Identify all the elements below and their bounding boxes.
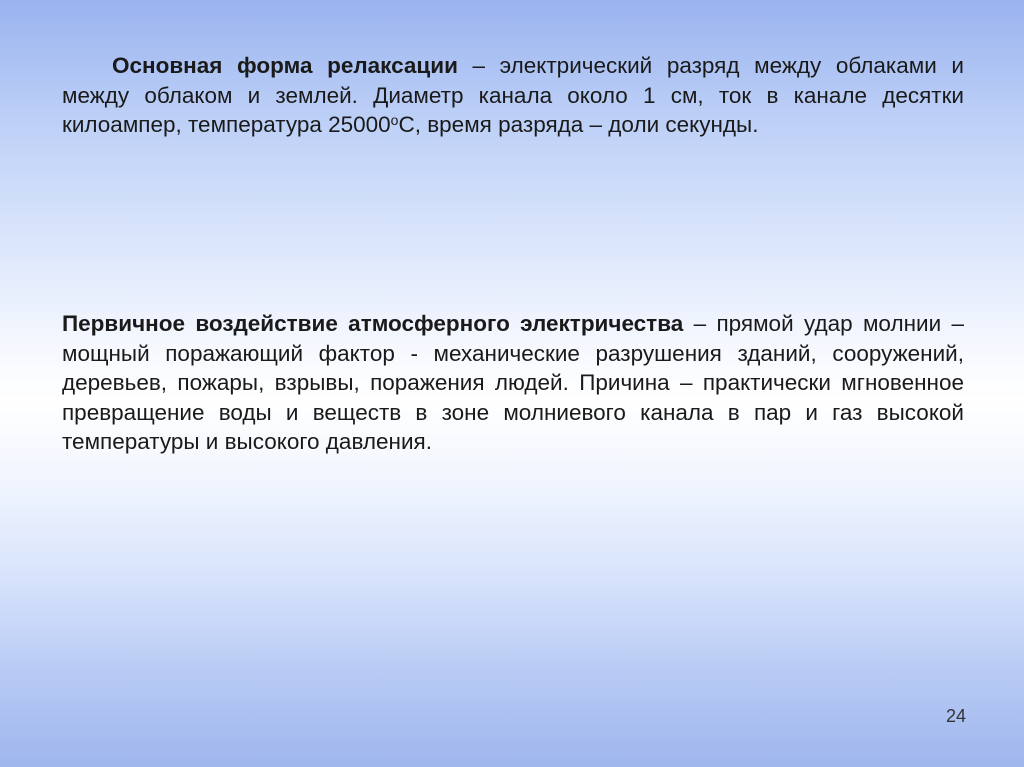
term-relaxation-form: Основная форма релаксации bbox=[112, 53, 458, 78]
page-number: 24 bbox=[945, 706, 966, 726]
paragraph-1-text-b: С, время разряда – доли секунды. bbox=[398, 112, 759, 137]
term-primary-impact: Первичное воздействие атмосферного электричества bbox=[62, 311, 684, 336]
paragraph-1-text-a: – электрический разряд между облаками и между облаком и землей. Диаметр канала около 1 см, ток в канале десятки килоампер, температура 25000 bbox=[62, 53, 964, 137]
degree-superscript: о bbox=[390, 112, 399, 128]
paragraph-2-text: – прямой удар молнии – мощный поражающий фактор - механические разрушения зданий, сооружений, деревьев, пожары, взрывы, поражения людей. Причина – практически мгновенное превращение воды и веществ в зоне молниевого канала в пар и газ высокой температуры и высокого давления. bbox=[62, 311, 964, 454]
paragraph-primary-impact bbox=[62, 309, 964, 457]
paragraph-relaxation-form bbox=[62, 51, 964, 140]
